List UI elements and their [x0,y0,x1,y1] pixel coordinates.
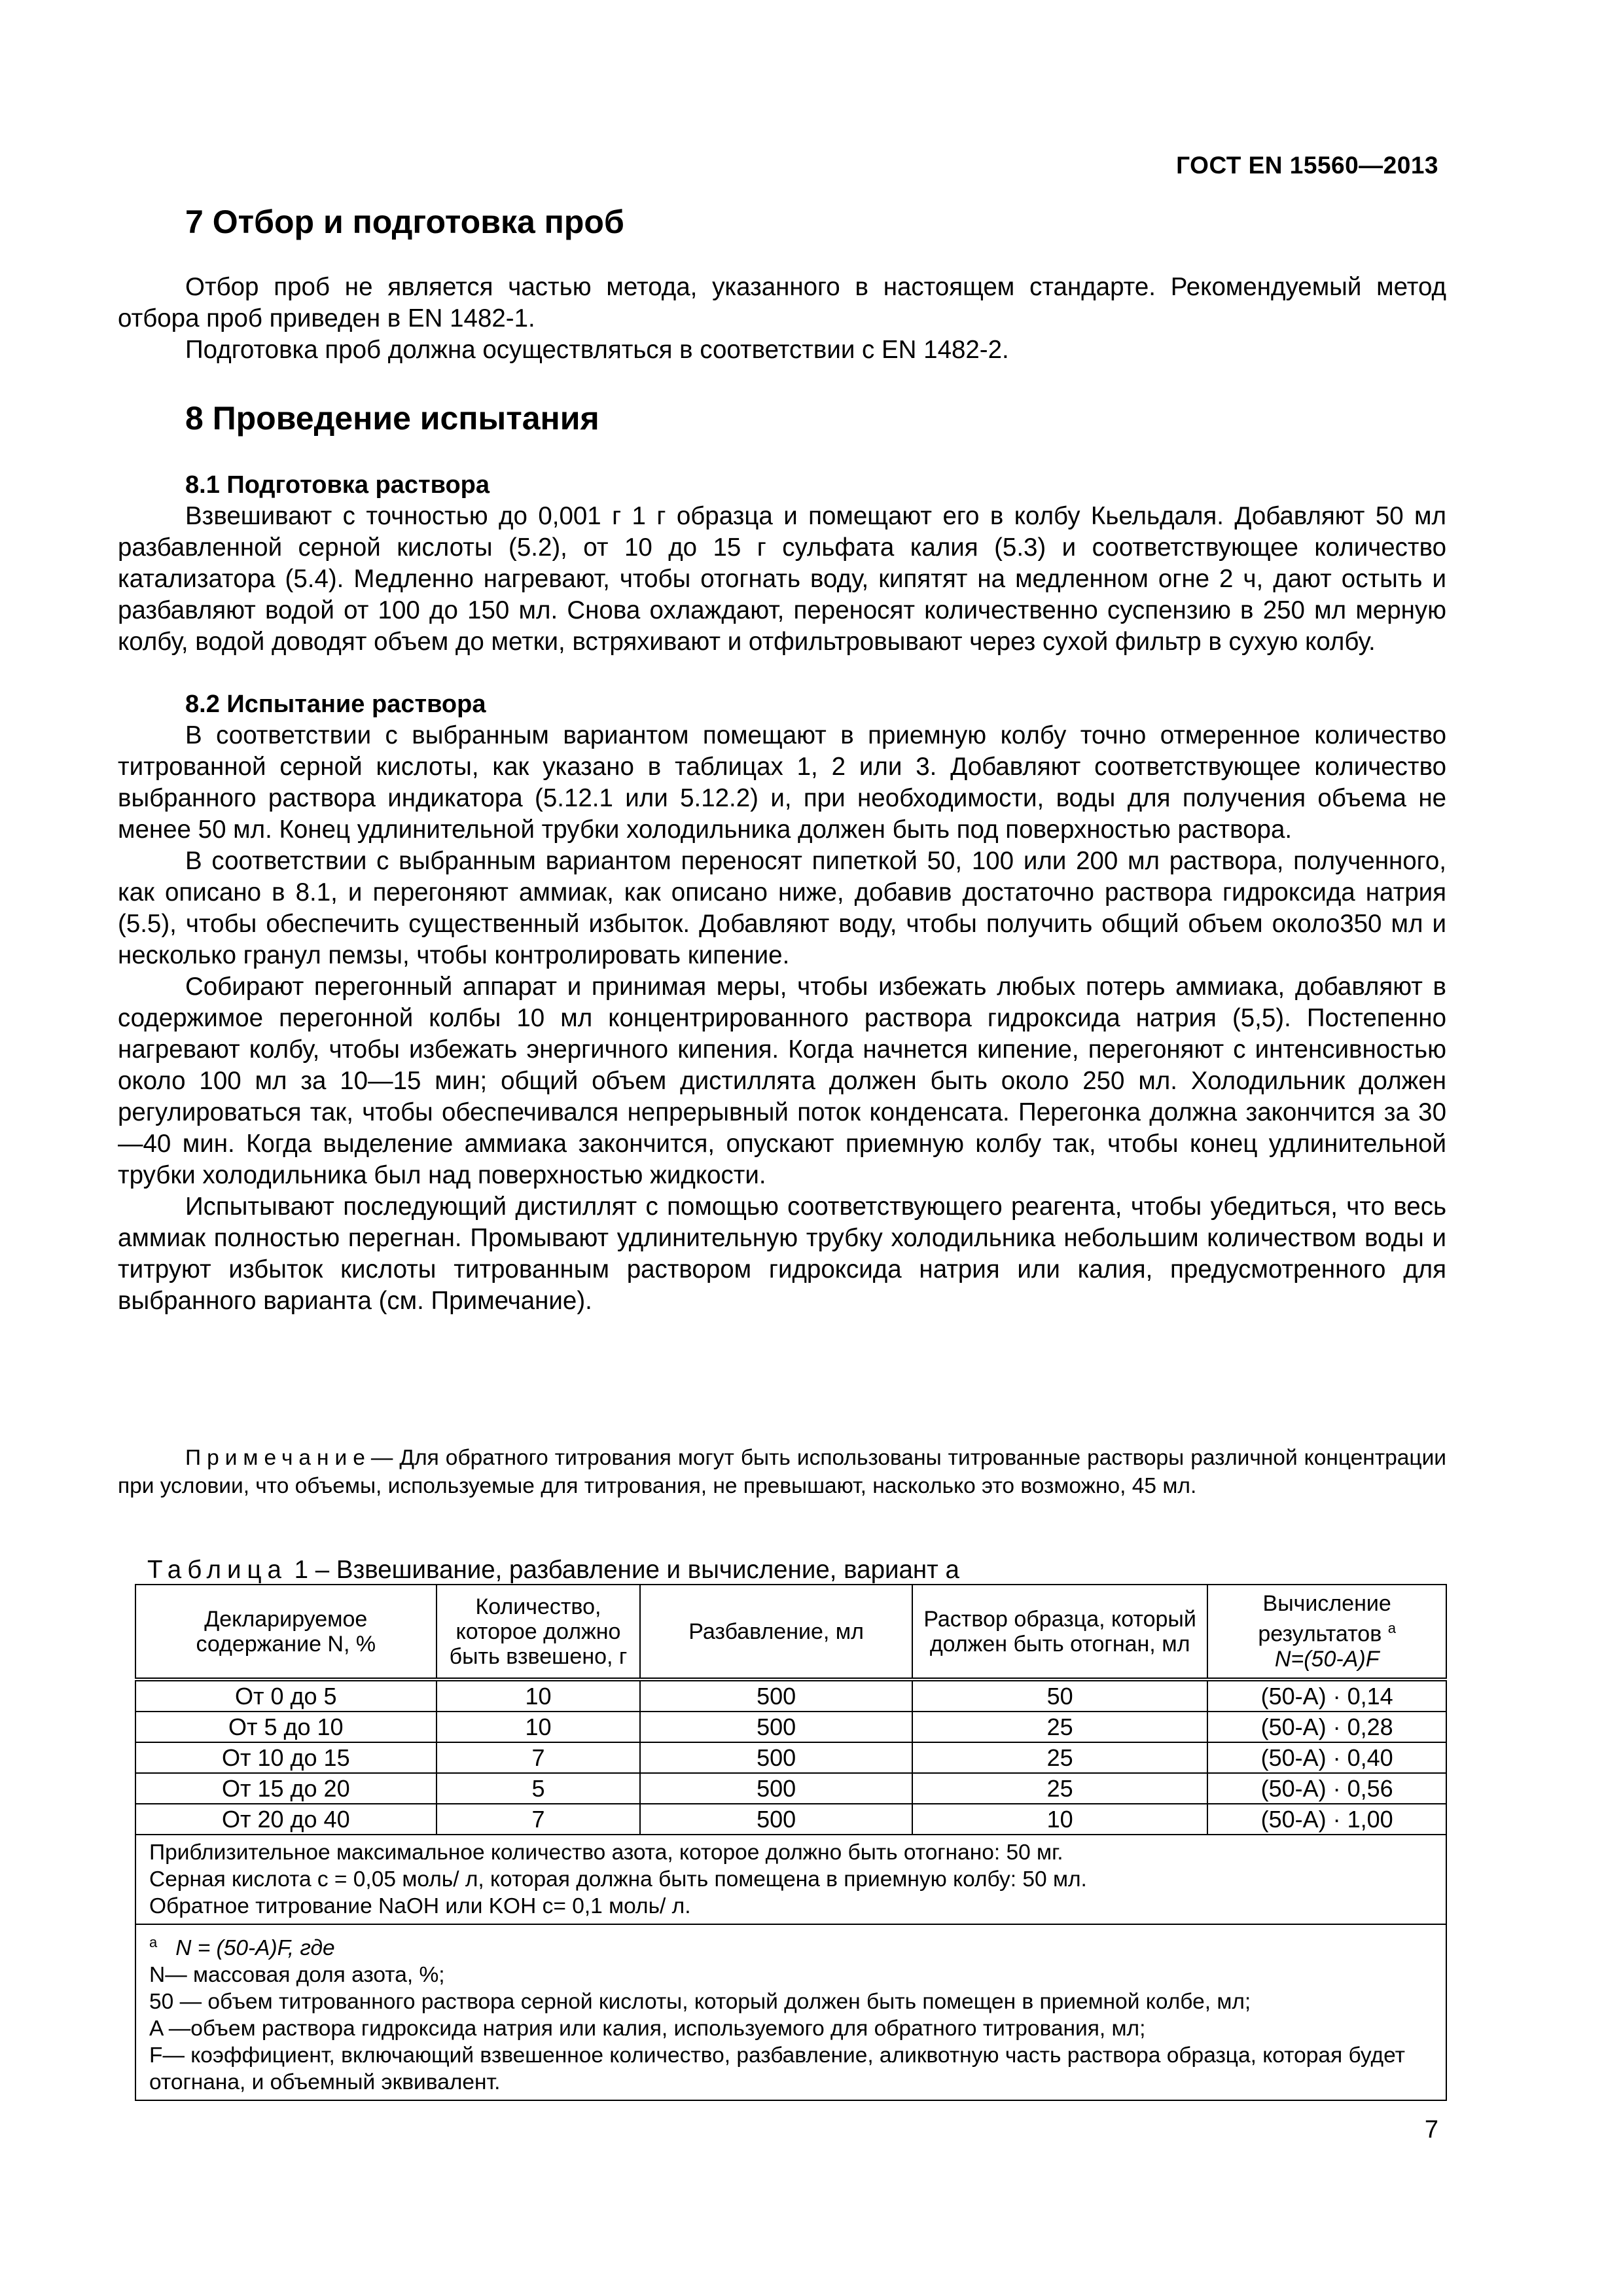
table-caption-label: Таблица [147,1556,287,1584]
subsection-8-2-body [118,720,1446,1317]
section-8-title: 8 Проведение испытания [185,400,599,437]
table-cell: (50-A) · 0,56 [1207,1773,1446,1804]
subsection-8-1-title: 8.1 Подготовка раствора [185,471,490,499]
footnote-line: 50 — объем титрованного раствора серной кислоты, который должен быть помещен в приемной колбе, мл; [149,1990,1251,2015]
table-cell: 50 [912,1679,1207,1712]
column-header: Количество, которое должно быть взвешено, г [437,1585,641,1679]
table-row [135,1804,1446,1835]
table-row [135,1742,1446,1773]
table-cell: 7 [437,1804,641,1835]
footnote-line: F— коэффициент, включающий взвешенное количество, разбавление, аликвотную часть раствора образца, которая будет отогнана, и объемный эквивалент. [149,2043,1405,2095]
table-cell: 500 [640,1773,912,1804]
footnote-line: Обратное титрование NaOH или KOH c= 0,1 моль/ л. [149,1894,691,1918]
column-header: Раствор образца, который должен быть отогнан, мл [912,1585,1207,1679]
formula: N=(50-A)F [1274,1646,1380,1672]
table-cell: 10 [437,1679,641,1712]
table-cell: 25 [912,1712,1207,1742]
paragraph: Взвешивают с точностью до 0,001 г 1 г образца и помещают его в колбу Кьельдаля. Добавляют 50 мл разбавленной серной кислоты (5.2), от 10 до 15 г сульфата калия (5.3) и соответствующее количество катализатора (5.4). Медленно нагревают, чтобы отогнать воду, кипятят на медленном огне 2 ч, дают остыть и разбавляют водой от 100 до 150 мл. Снова охлаждают, переносят количественно суспензию в 250 мл мерную колбу, водой доводят объем до метки, встряхивают и отфильтровывают через сухой фильтр в сухую колбу. [118,502,1446,656]
note-text: — Для обратного титрования могут быть использованы титрованные растворы различной концентрации при условии, что объемы, используемые для титрования, не превышают, насколько это возможно, 45 мл. [118,1446,1446,1498]
table-cell: 500 [640,1742,912,1773]
table-cell: 500 [640,1712,912,1742]
formula: N = (50-A)F, где [175,1936,335,1961]
note [118,1444,1446,1500]
subsection-8-2-title: 8.2 Испытание раствора [185,691,486,718]
table-cell: От 15 до 20 [135,1773,437,1804]
column-header: Разбавление, мл [640,1585,912,1679]
table-cell: (50-A) · 0,28 [1207,1712,1446,1742]
footnote-marker: a [149,1934,158,1950]
footnote-line: Серная кислота c = 0,05 моль/ л, которая должна быть помещена в приемную колбу: 50 мл. [149,1867,1087,1892]
footnote-line: N— массовая доля азота, %; [149,1963,445,1988]
note-label: Примечание [185,1446,371,1470]
table-row [135,1712,1446,1742]
table-row [135,1679,1446,1712]
footnote-line: Приблизительное максимальное количество азота, которое должно быть отогнано: 50 мг. [149,1840,1063,1865]
table-1 [135,1584,1447,2101]
table-cell: 7 [437,1742,641,1773]
table-cell: От 5 до 10 [135,1712,437,1742]
footnote-marker: a [1387,1620,1396,1637]
table-cell: 500 [640,1679,912,1712]
table-cell: 25 [912,1742,1207,1773]
table-cell: 25 [912,1773,1207,1804]
table-cell: (50-A) · 0,40 [1207,1742,1446,1773]
column-header-label: Вычисление результатов [1258,1591,1391,1647]
table-conditions [135,1835,1446,1924]
table-cell: 10 [437,1712,641,1742]
paragraph: Собирают перегонный аппарат и принимая меры, чтобы избежать любых потерь аммиака, добавляют в содержимое перегонной колбы 10 мл концентрированного раствора гидроксида натрия (5,5). Постепенно нагревают колбу, чтобы избежать энергичного кипения. Когда начнется кипение, перегоняют с интенсивностью около 100 мл за 10—15 мин; общий объем дистиллята должен быть около 250 мл. Холодильник должен регулироваться так, чтобы обеспечивался непрерывный поток конденсата. Перегонка должна закончится за 30—40 мин. Когда выделение аммиака закончится, опускают приемную колбу так, чтобы конец удлинительной трубки холодильника был над поверхностью жидкости. [118,973,1446,1189]
standard-header: ГОСТ EN 15560—2013 [1176,152,1438,179]
table-footnote [135,1924,1446,2100]
subsection-8-1-body [118,501,1446,658]
table-cell: От 20 до 40 [135,1804,437,1835]
table-caption [147,1556,959,1585]
page-number: 7 [1424,2116,1438,2144]
table-cell: От 10 до 15 [135,1742,437,1773]
footnote-line: A —объем раствора гидроксида натрия или калия, используемого для обратного титрования, мл; [149,2017,1146,2041]
column-header: Декларируемое содержание N, % [135,1585,437,1679]
table-cell: (50-A) · 0,14 [1207,1679,1446,1712]
table-row [135,1773,1446,1804]
table-footnote-row [135,1835,1446,1924]
paragraph: Подготовка проб должна осуществляться в соответствии с EN 1482-2. [185,336,1009,364]
section-7-body [118,272,1446,366]
table-caption-text: 1 – Взвешивание, разбавление и вычисление, вариант а [294,1556,959,1584]
paragraph: Испытывают последующий дистиллят с помощью соответствующего реагента, чтобы убедиться, что весь аммиак полностью перегнан. Промывают удлинительную трубку холодильника небольшим количеством воды и титруют избыток кислоты титрованным раствором гидроксида натрия или калия, предусмотренного для выбранного варианта (см. Примечание). [118,1193,1446,1315]
table-footnote-row [135,1924,1446,2100]
paragraph: В соответствии с выбранным вариантом переносят пипеткой 50, 100 или 200 мл раствора, полученного, как описано в 8.1, и перегоняют аммиак, как описано ниже, добавив достаточно раствора гидроксида натрия (5.5), чтобы обеспечить существенный избыток. Добавляют воду, чтобы получить общий объем около350 мл и несколько гранул пемзы, чтобы контролировать кипение. [118,847,1446,969]
table-cell: 5 [437,1773,641,1804]
table-cell: (50-A) · 1,00 [1207,1804,1446,1835]
column-header [1207,1585,1446,1679]
table-cell: 10 [912,1804,1207,1835]
table-cell: От 0 до 5 [135,1679,437,1712]
table-cell: 500 [640,1804,912,1835]
paragraph: Отбор проб не является частью метода, указанного в настоящем стандарте. Рекомендуемый метод отбора проб приведен в EN 1482-1. [118,273,1446,332]
section-7-title: 7 Отбор и подготовка проб [185,204,624,240]
paragraph: В соответствии с выбранным вариантом помещают в приемную колбу точно отмеренное количество титрованной серной кислоты, как указано в таблицах 1, 2 или 3. Добавляют соответствующее количество выбранного раствора индикатора (5.12.1 или 5.12.2) и, при необходимости, воды для получения объема не менее 50 мл. Конец удлинительной трубки холодильника должен быть под поверхностью раствора. [118,721,1446,844]
